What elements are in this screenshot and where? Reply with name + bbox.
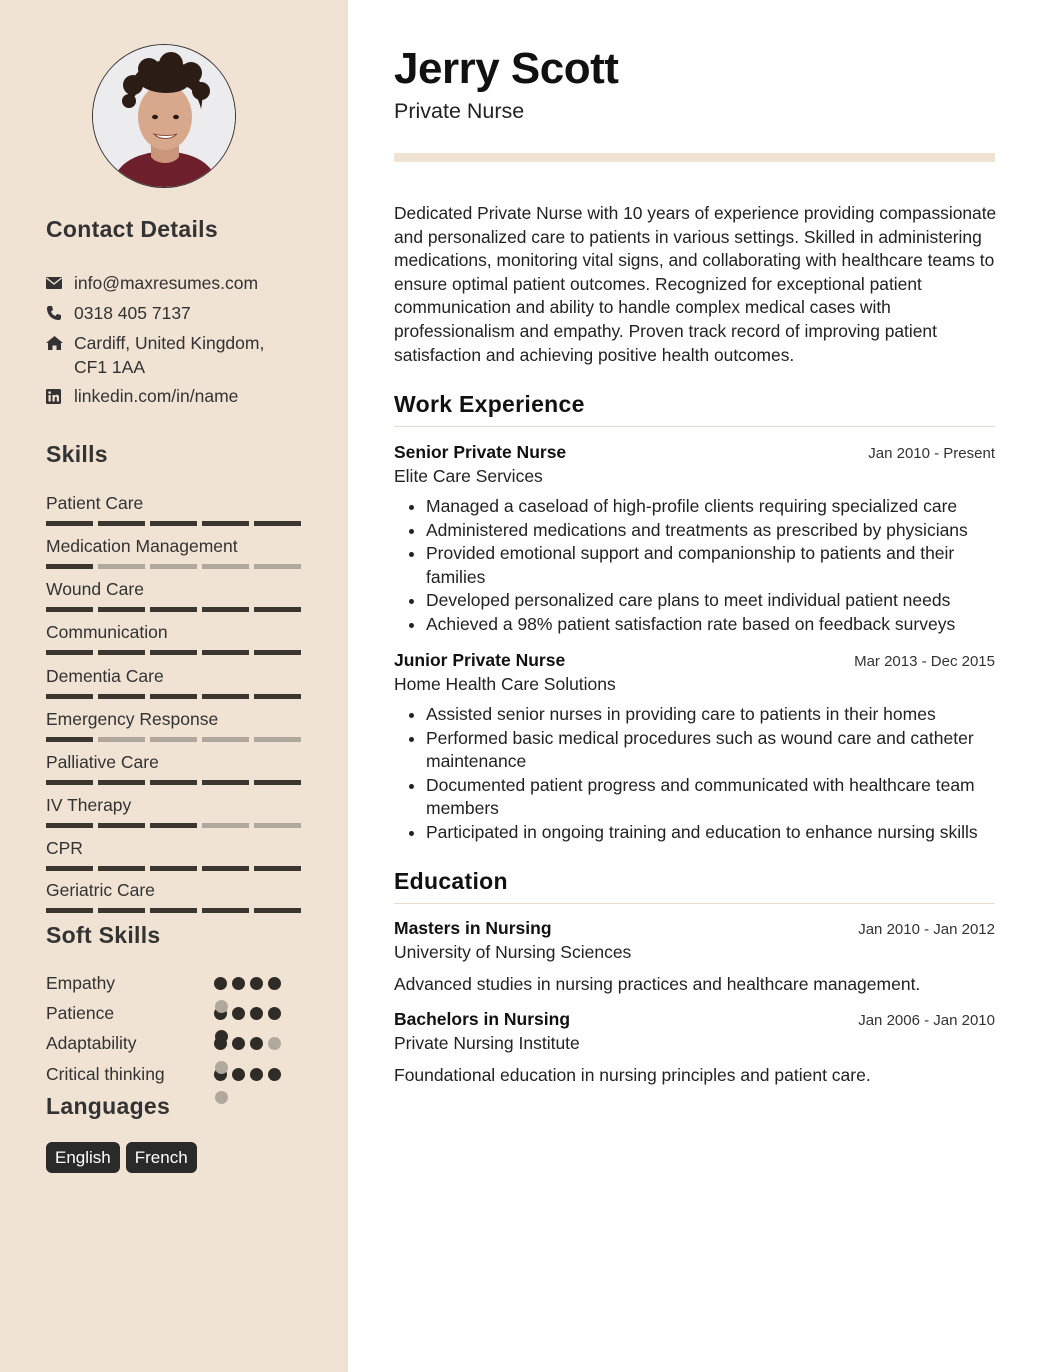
degree: Masters in Nursing (394, 918, 552, 938)
skill-item (46, 879, 302, 913)
soft-skill-name: Adaptability (46, 1033, 137, 1053)
skill-level-bar (46, 780, 302, 785)
skill-level-segment (202, 823, 249, 828)
rating-dot (232, 1037, 245, 1050)
languages-heading: Languages (46, 1093, 171, 1119)
skill-level-segment (150, 607, 197, 612)
skill-level-bar (46, 866, 302, 871)
skill-name: Medication Management (46, 536, 238, 556)
address-line-1: Cardiff, United Kingdom, (74, 333, 265, 353)
contact-heading: Contact Details (46, 216, 218, 242)
list-item: • Assisted senior nurses in providing care to patients in their homes (426, 703, 995, 727)
phone-text: 0318 405 7137 (74, 303, 191, 323)
skill-level-bar (46, 737, 302, 742)
list-item: • Administered medications and treatments as prescribed by physicians (426, 519, 995, 543)
job-role: Junior Private Nurse (394, 650, 566, 670)
list-item: • Documented patient progress and communicated with healthcare team members (426, 774, 995, 821)
education-description: Advanced studies in nursing practices and healthcare management. (394, 974, 921, 994)
skill-level-segment (202, 737, 249, 742)
skill-level-segment (202, 780, 249, 785)
skill-level-segment (46, 737, 93, 742)
skill-level-segment (46, 564, 93, 569)
skill-level-segment (98, 650, 145, 655)
skill-level-bar (46, 694, 302, 699)
contact-address (46, 331, 264, 379)
skill-level-segment (202, 564, 249, 569)
skill-level-segment (46, 694, 93, 699)
job-bullets (394, 703, 995, 844)
skill-level-segment (254, 866, 301, 871)
skill-name: IV Therapy (46, 795, 132, 815)
list-item: • Participated in ongoing training and education to enhance nursing skills (426, 821, 995, 845)
school: Private Nursing Institute (394, 1033, 580, 1053)
skill-name: CPR (46, 838, 83, 858)
skill-level-segment (202, 650, 249, 655)
linkedin-icon (46, 384, 74, 408)
linkedin-text: linkedin.com/in/name (74, 386, 239, 406)
home-icon (46, 331, 74, 355)
rating-dot (250, 977, 263, 990)
skill-item (46, 578, 302, 612)
skill-level-segment (98, 521, 145, 526)
skill-level-segment (46, 866, 93, 871)
skill-level-segment (98, 866, 145, 871)
job-entry (394, 442, 995, 636)
education-heading: Education (394, 868, 995, 904)
skill-level-segment (98, 737, 145, 742)
job-company: Home Health Care Solutions (394, 674, 616, 694)
list-item: • Achieved a 98% patient satisfaction rate based on feedback surveys (426, 613, 995, 637)
soft-skills-heading: Soft Skills (46, 922, 161, 948)
job-bullets (394, 495, 995, 636)
degree: Bachelors in Nursing (394, 1009, 571, 1029)
skill-level-segment (254, 823, 301, 828)
list-item: • Developed personalized care plans to meet individual patient needs (426, 589, 995, 613)
rating-dot (232, 1007, 245, 1020)
skill-level-bar (46, 607, 302, 612)
skill-level-segment (254, 650, 301, 655)
skill-level-segment (150, 564, 197, 569)
skill-name: Communication (46, 622, 168, 642)
skill-level-bar (46, 823, 302, 828)
skill-level-segment (98, 607, 145, 612)
main-content (348, 0, 1040, 1372)
contact-linkedin[interactable] (46, 384, 238, 408)
skill-level-segment (254, 521, 301, 526)
skill-level-bar (46, 564, 302, 569)
contact-email[interactable] (46, 271, 258, 295)
job-role: Senior Private Nurse (394, 442, 567, 462)
profile-summary: Dedicated Private Nurse with 10 years of experience providing compassionate and personalized care to patients in various settings. Skilled in administering medications, monitoring vital signs, and collaborating with healthcare teams to ensure optimal patient outcomes. Recognized for exceptional patient communication and ability to handle complex medical cases with professionalism and empathy. Proven track record of improving patient satisfaction and achieving positive health outcomes. (394, 203, 997, 365)
contact-phone[interactable] (46, 301, 191, 325)
soft-skill-item (46, 1062, 306, 1086)
skill-level-segment (46, 650, 93, 655)
rating-dot (250, 1037, 263, 1050)
skill-level-segment (254, 694, 301, 699)
skill-name: Geriatric Care (46, 880, 155, 900)
job-company: Elite Care Services (394, 466, 543, 486)
education-entry (394, 918, 995, 995)
skill-name: Emergency Response (46, 709, 219, 729)
person-avatar-icon (93, 45, 236, 188)
list-item: • Performed basic medical procedures such as wound care and catheter maintenance (426, 727, 995, 774)
skill-level-segment (254, 780, 301, 785)
skill-item (46, 708, 302, 742)
skills-heading: Skills (46, 441, 108, 467)
rating-dot (232, 1068, 245, 1081)
rating-dot (232, 977, 245, 990)
skill-level-segment (46, 823, 93, 828)
rating-dot (268, 1007, 281, 1020)
rating-dot (250, 1007, 263, 1020)
skill-level-segment (202, 694, 249, 699)
profile-photo (92, 44, 236, 188)
language-badges (46, 1142, 197, 1173)
school: University of Nursing Sciences (394, 942, 632, 962)
skill-level-bar (46, 521, 302, 526)
soft-skill-item (46, 1031, 306, 1055)
list-item: • Managed a caseload of high-profile clients requiring specialized care (426, 495, 995, 519)
skill-item (46, 492, 302, 526)
email-text: info@maxresumes.com (74, 273, 259, 293)
rating-dot (215, 1030, 228, 1043)
soft-skill-name: Patience (46, 1003, 115, 1023)
rating-dot (214, 977, 227, 990)
phone-icon (46, 301, 74, 325)
skill-level-segment (46, 908, 93, 913)
skill-level-segment (150, 823, 197, 828)
skill-item (46, 621, 302, 655)
skill-level-segment (46, 780, 93, 785)
skill-item (46, 535, 302, 569)
rating-dot (268, 977, 281, 990)
skill-level-segment (98, 908, 145, 913)
rating-dot (268, 1068, 281, 1081)
skill-level-segment (150, 694, 197, 699)
soft-skill-name: Empathy (46, 973, 116, 993)
skill-item (46, 837, 302, 871)
skill-name: Dementia Care (46, 666, 164, 686)
rating-dot (215, 1061, 228, 1074)
skill-level-segment (254, 564, 301, 569)
job-entry (394, 650, 995, 844)
skill-level-segment (150, 866, 197, 871)
education-entry (394, 1009, 995, 1086)
language-badge: French (126, 1142, 197, 1173)
skill-level-segment (98, 823, 145, 828)
list-item: • Provided emotional support and companionship to patients and their families (426, 542, 995, 589)
skill-name: Patient Care (46, 493, 144, 513)
skill-level-bar (46, 908, 302, 913)
education-description: Foundational education in nursing principles and patient care. (394, 1065, 871, 1085)
rating-dot (250, 1068, 263, 1081)
job-title: Private Nurse (394, 99, 525, 123)
soft-skill-item (46, 971, 306, 995)
education-date: Jan 2006 - Jan 2010 (858, 1012, 995, 1029)
soft-skill-name: Critical thinking (46, 1064, 165, 1084)
skill-level-segment (150, 908, 197, 913)
address-line-2: CF1 1AA (74, 357, 145, 377)
sidebar (0, 0, 348, 1372)
skill-level-segment (150, 521, 197, 526)
skill-level-segment (202, 521, 249, 526)
skill-level-segment (150, 650, 197, 655)
rating-dot (215, 1091, 228, 1104)
soft-skill-rating (214, 977, 281, 990)
skill-level-segment (254, 908, 301, 913)
skill-name: Wound Care (46, 579, 144, 599)
skill-level-segment (98, 564, 145, 569)
skill-level-segment (202, 908, 249, 913)
job-date: Jan 2010 - Present (868, 445, 995, 462)
skill-item (46, 665, 302, 699)
work-heading: Work Experience (394, 391, 995, 427)
full-name: Jerry Scott (394, 44, 619, 93)
skill-level-segment (98, 694, 145, 699)
language-badge: English (46, 1142, 120, 1173)
skill-level-segment (254, 737, 301, 742)
skill-name: Palliative Care (46, 752, 159, 772)
skill-level-segment (202, 607, 249, 612)
skill-level-segment (46, 521, 93, 526)
skill-level-segment (98, 780, 145, 785)
rating-dot (215, 1000, 228, 1013)
skill-item (46, 794, 302, 828)
job-date: Mar 2013 - Dec 2015 (854, 653, 995, 670)
skill-item (46, 751, 302, 785)
education-date: Jan 2010 - Jan 2012 (858, 921, 995, 938)
envelope-icon (46, 271, 74, 295)
soft-skill-item (46, 1001, 306, 1025)
skill-level-segment (254, 607, 301, 612)
skill-level-segment (150, 780, 197, 785)
skill-level-segment (202, 866, 249, 871)
skill-level-segment (150, 737, 197, 742)
skill-level-bar (46, 650, 302, 655)
rating-dot (268, 1037, 281, 1050)
skill-level-segment (46, 607, 93, 612)
accent-divider (394, 153, 995, 162)
